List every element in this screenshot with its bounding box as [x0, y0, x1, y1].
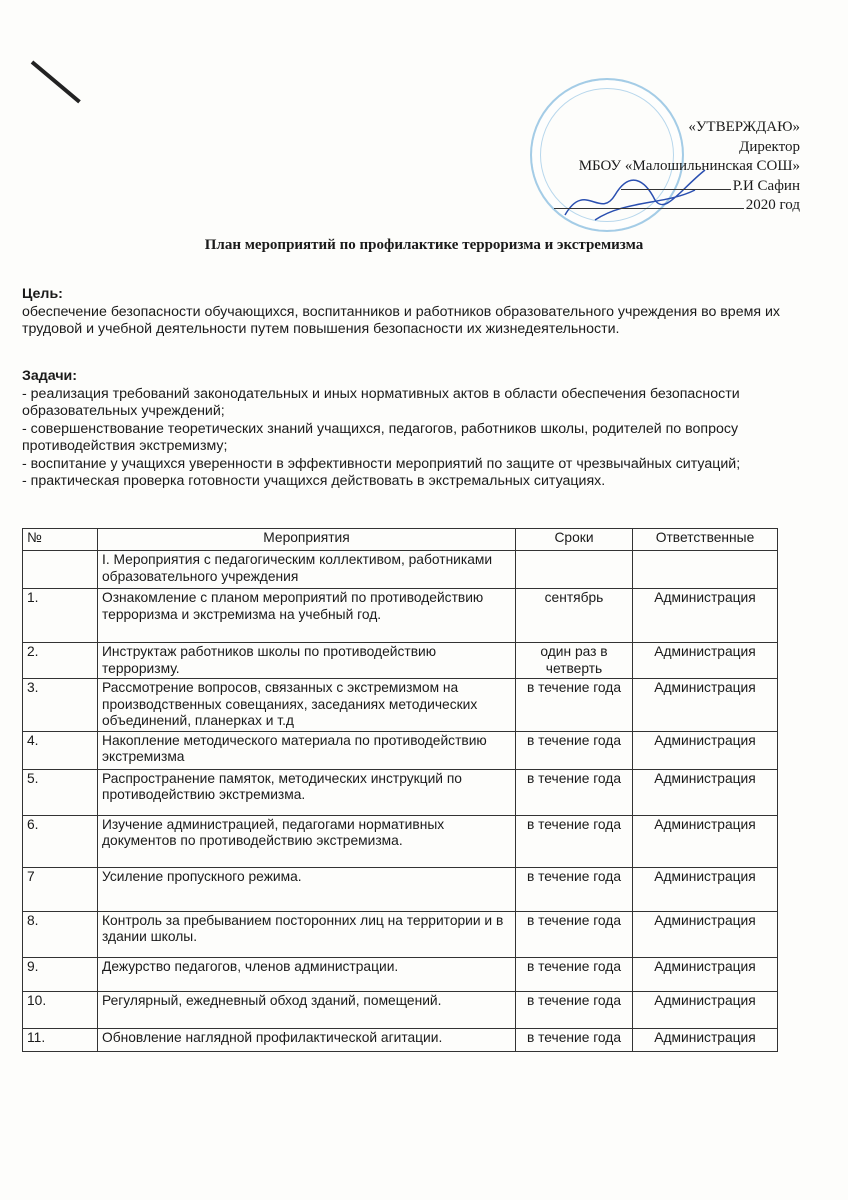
row-number: 4.: [23, 731, 98, 769]
row-number: 9.: [23, 957, 98, 991]
events-table: [22, 528, 778, 1052]
row-event: Контроль за пребыванием посторонних лиц на территории и в здании школы.: [98, 911, 516, 957]
row-date: в течение года: [516, 867, 633, 911]
task-item: - воспитание у учащихся уверенности в эффективности мероприятий по защите от чрезвычайных ситуаций;: [22, 455, 741, 472]
row-number: 5.: [23, 769, 98, 815]
row-number: 8.: [23, 911, 98, 957]
row-responsible: Администрация: [633, 815, 778, 867]
row-responsible: Администрация: [633, 957, 778, 991]
section-title: I. Мероприятия с педагогическим коллективом, работниками образовательного учреждения: [98, 551, 516, 589]
row-responsible: Администрация: [633, 589, 778, 643]
row-date: сентябрь: [516, 589, 633, 643]
table-row: [23, 1028, 778, 1051]
header-dates: Сроки: [516, 529, 633, 551]
row-date: в течение года: [516, 731, 633, 769]
row-event: Рассмотрение вопросов, связанных с экстремизмом на производственных совещаниях, заседаниях методических объединений, планерках и т.д: [98, 679, 516, 732]
tasks-label: Задачи:: [22, 368, 78, 384]
header-events: Мероприятия: [98, 529, 516, 551]
header-number: №: [23, 529, 98, 551]
table-row: [23, 731, 778, 769]
row-number: 3.: [23, 679, 98, 732]
row-responsible: Администрация: [633, 991, 778, 1028]
row-number: 7: [23, 867, 98, 911]
row-event: Распространение памяток, методических инструкций по противодействию экстремизма.: [98, 769, 516, 815]
document-title: План мероприятий по профилактике терроризма и экстремизма: [204, 237, 644, 253]
approval-year: 2020 год: [745, 197, 800, 213]
row-responsible: Администрация: [633, 731, 778, 769]
row-responsible: Администрация: [633, 911, 778, 957]
goal-section: [22, 286, 822, 339]
scan-mark: [31, 60, 81, 103]
table-header: [23, 529, 778, 551]
row-number: 1.: [23, 589, 98, 643]
approval-org: МБОУ «Малошильнинская СОШ»: [578, 158, 800, 174]
row-number: 10.: [23, 991, 98, 1028]
table-row: [23, 679, 778, 732]
row-date: в течение года: [516, 679, 633, 732]
table-row: [23, 867, 778, 911]
table-row: [23, 911, 778, 957]
row-responsible: Администрация: [633, 867, 778, 911]
row-date: в течение года: [516, 1028, 633, 1051]
row-responsible: Администрация: [633, 1028, 778, 1051]
row-responsible: Администрация: [633, 769, 778, 815]
row-number: 11.: [23, 1028, 98, 1051]
row-date: в течение года: [516, 991, 633, 1028]
approval-name: Р.И Сафин: [732, 177, 800, 194]
row-event: Усиление пропускного режима.: [98, 867, 516, 911]
table-row: [23, 991, 778, 1028]
row-event: Накопление методического материала по противодействию экстремизма: [98, 731, 516, 769]
approval-block: [554, 118, 800, 216]
table-row: [23, 643, 778, 679]
row-event: Ознакомление с планом мероприятий по противодействию терроризма и экстремизма на учебный год.: [98, 589, 516, 643]
section-row: [23, 551, 778, 589]
tasks-section: [22, 368, 822, 491]
table-row: [23, 769, 778, 815]
table-row: [23, 589, 778, 643]
row-event: Дежурство педагогов, членов администрации.: [98, 957, 516, 991]
row-number: 2.: [23, 643, 98, 679]
row-responsible: Администрация: [633, 679, 778, 732]
goal-text: обеспечение безопасности обучающихся, воспитанников и работников образовательного учреждения во время их трудовой и учебной деятельности путем повышения безопасности их жизнедеятельности.: [22, 303, 780, 337]
table-row: [23, 815, 778, 867]
goal-label: Цель:: [22, 286, 63, 302]
row-date: в течение года: [516, 911, 633, 957]
row-event: Инструктаж работников школы по противодействию терроризму.: [98, 643, 516, 679]
header-responsible: Ответственные: [633, 529, 778, 551]
table-row: [23, 957, 778, 991]
approval-position: Директор: [739, 138, 800, 155]
row-event: Обновление наглядной профилактической агитации.: [98, 1028, 516, 1051]
row-date: в течение года: [516, 769, 633, 815]
row-event: Изучение администрацией, педагогами нормативных документов по противодействию экстремизма.: [98, 815, 516, 867]
row-number: 6.: [23, 815, 98, 867]
row-event: Регулярный, ежедневный обход зданий, помещений.: [98, 991, 516, 1028]
row-date: один раз в четверть: [516, 643, 633, 679]
row-date: в течение года: [516, 815, 633, 867]
task-item: - практическая проверка готовности учащихся действовать в экстремальных ситуациях.: [22, 473, 606, 489]
task-item: - реализация требований законодательных и иных нормативных актов в области обеспечения безопасности образовательных учреждений;: [22, 385, 740, 419]
row-responsible: Администрация: [633, 643, 778, 679]
row-date: в течение года: [516, 957, 633, 991]
approval-heading: «УТВЕРЖДАЮ»: [688, 119, 800, 135]
task-item: - совершенствование теоретических знаний учащихся, педагогов, работников школы, родителей по вопросу противодействия экстремизму;: [22, 420, 739, 454]
